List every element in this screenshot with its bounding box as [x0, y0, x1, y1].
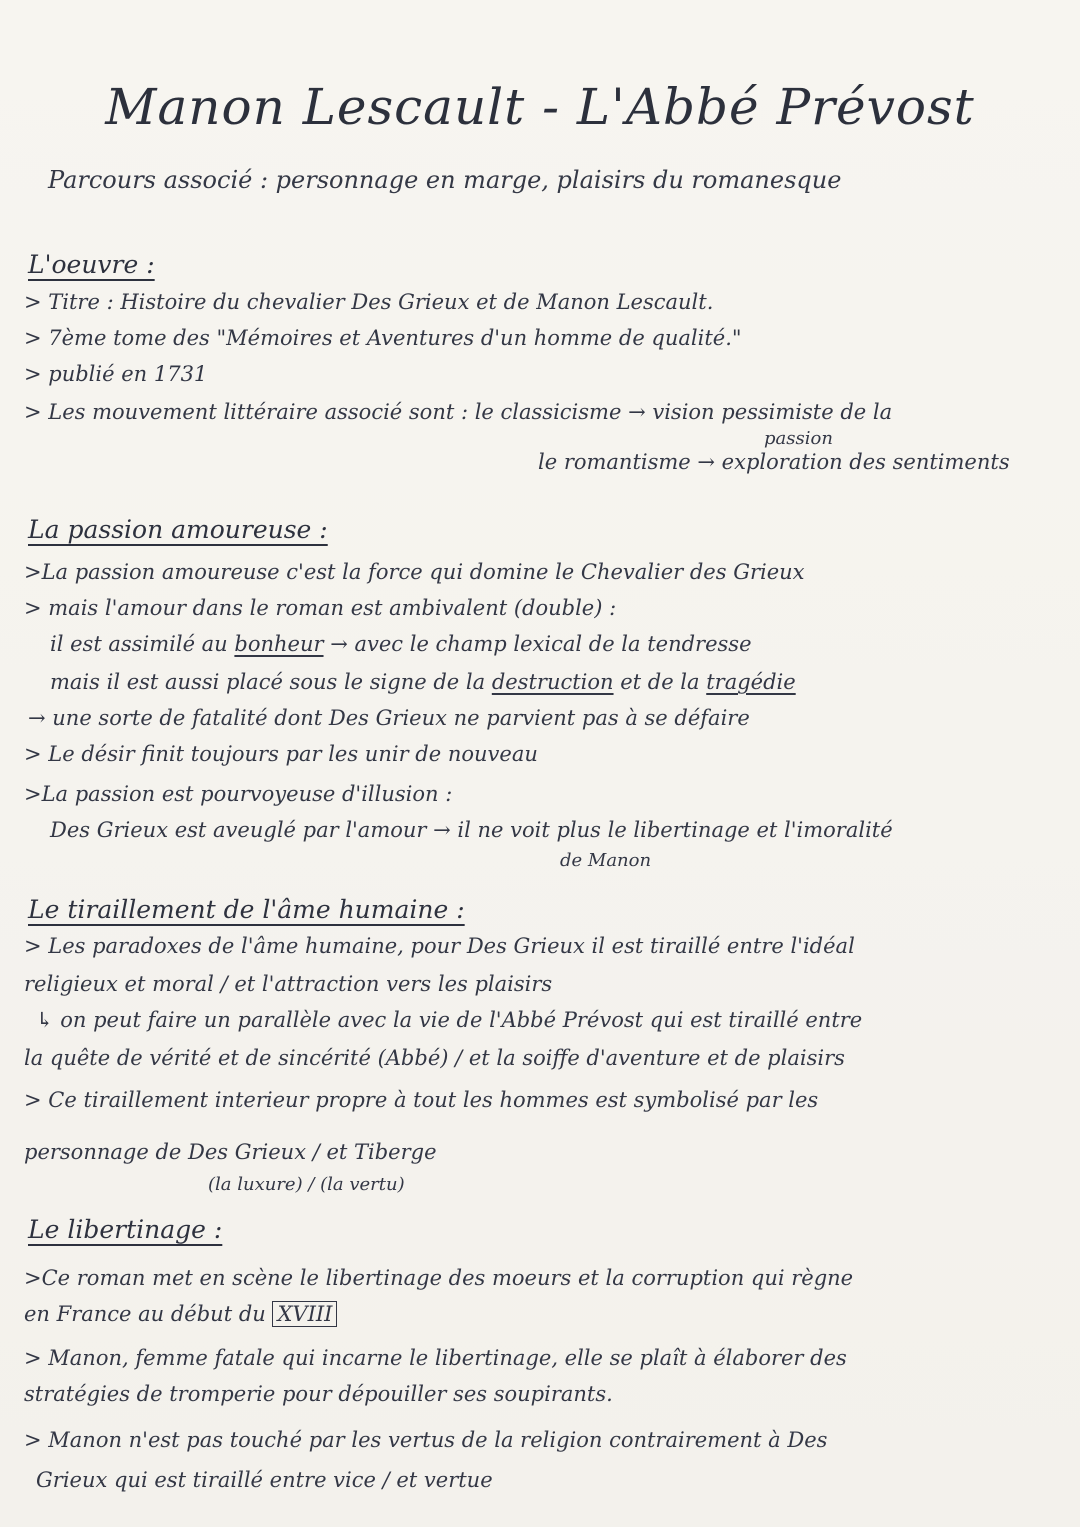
oeuvre-line-3: > publié en 1731 [24, 362, 208, 386]
keyword-bonheur: bonheur [234, 632, 324, 656]
section-heading-libertinage: Le libertinage : [28, 1215, 223, 1244]
tiraillement-line-4: la quête de vérité et de sincérité (Abbé) / et la soiffe d'aventure et de plaisirs [24, 1046, 845, 1070]
passion-line-2: > mais l'amour dans le roman est ambivalent (double) : [24, 596, 617, 620]
tiraillement-line-6: personnage de Des Grieux / et Tiberge [24, 1140, 437, 1164]
century-xviii-box: XVIII [272, 1301, 337, 1327]
oeuvre-line-4b: passion [764, 428, 833, 449]
page-title: Manon Lescault - L'Abbé Prévost [105, 78, 975, 136]
libertinage-line-3: > Manon, femme fatale qui incarne le libertinage, elle se plaît à élaborer des [24, 1346, 847, 1370]
passion-line-3: il est assimilé au bonheur → avec le champ lexical de la tendresse [50, 632, 752, 656]
keyword-tragedie: tragédie [706, 670, 796, 694]
oeuvre-line-5: le romantisme → exploration des sentiments [538, 450, 1010, 474]
tiraillement-line-1: > Les paradoxes de l'âme humaine, pour Des Grieux il est tiraillé entre l'idéal [24, 934, 855, 958]
section-heading-oeuvre: L'oeuvre : [28, 250, 155, 279]
section-heading-tiraillement: Le tiraillement de l'âme humaine : [28, 895, 465, 924]
passion-line-6: > Le désir finit toujours par les unir de nouveau [24, 742, 538, 766]
passion-line-5: → une sorte de fatalité dont Des Grieux ne parvient pas à se défaire [28, 706, 750, 730]
passion-line-8b: de Manon [560, 850, 652, 871]
oeuvre-line-1: > Titre : Histoire du chevalier Des Grieux et de Manon Lescault. [24, 290, 714, 314]
section-heading-passion: La passion amoureuse : [28, 515, 328, 544]
passion-line-8: Des Grieux est aveuglé par l'amour → il ne voit plus le libertinage et l'imoralité [50, 818, 893, 842]
tiraillement-line-7: (la luxure) / (la vertu) [208, 1174, 405, 1195]
libertinage-line-5: > Manon n'est pas touché par les vertus de la religion contrairement à Des [24, 1428, 828, 1452]
tiraillement-line-2: religieux et moral / et l'attraction vers les plaisirs [24, 972, 553, 996]
oeuvre-line-4: > Les mouvement littéraire associé sont : le classicisme → vision pessimiste de la [24, 400, 893, 424]
libertinage-line-6: Grieux qui est tiraillé entre vice / et vertue [36, 1468, 493, 1492]
page-subtitle: Parcours associé : personnage en marge, plaisirs du romanesque [48, 166, 842, 194]
libertinage-line-1: >Ce roman met en scène le libertinage des moeurs et la corruption qui règne [24, 1266, 854, 1290]
libertinage-line-2: en France au début du XVIII [24, 1302, 337, 1326]
tiraillement-line-3: ↳ on peut faire un parallèle avec la vie de l'Abbé Prévost qui est tiraillé entre [36, 1008, 863, 1032]
tiraillement-line-5: > Ce tiraillement interieur propre à tout les hommes est symbolisé par les [24, 1088, 819, 1112]
libertinage-line-4: stratégies de tromperie pour dépouiller ses soupirants. [24, 1382, 613, 1406]
oeuvre-line-2: > 7ème tome des "Mémoires et Aventures d'un homme de qualité." [24, 326, 742, 350]
keyword-destruction: destruction [491, 670, 614, 694]
passion-line-1: >La passion amoureuse c'est la force qui domine le Chevalier des Grieux [24, 560, 805, 584]
passion-line-4: mais il est aussi placé sous le signe de la destruction et de la tragédie [50, 670, 796, 694]
passion-line-7: >La passion est pourvoyeuse d'illusion : [24, 782, 453, 806]
